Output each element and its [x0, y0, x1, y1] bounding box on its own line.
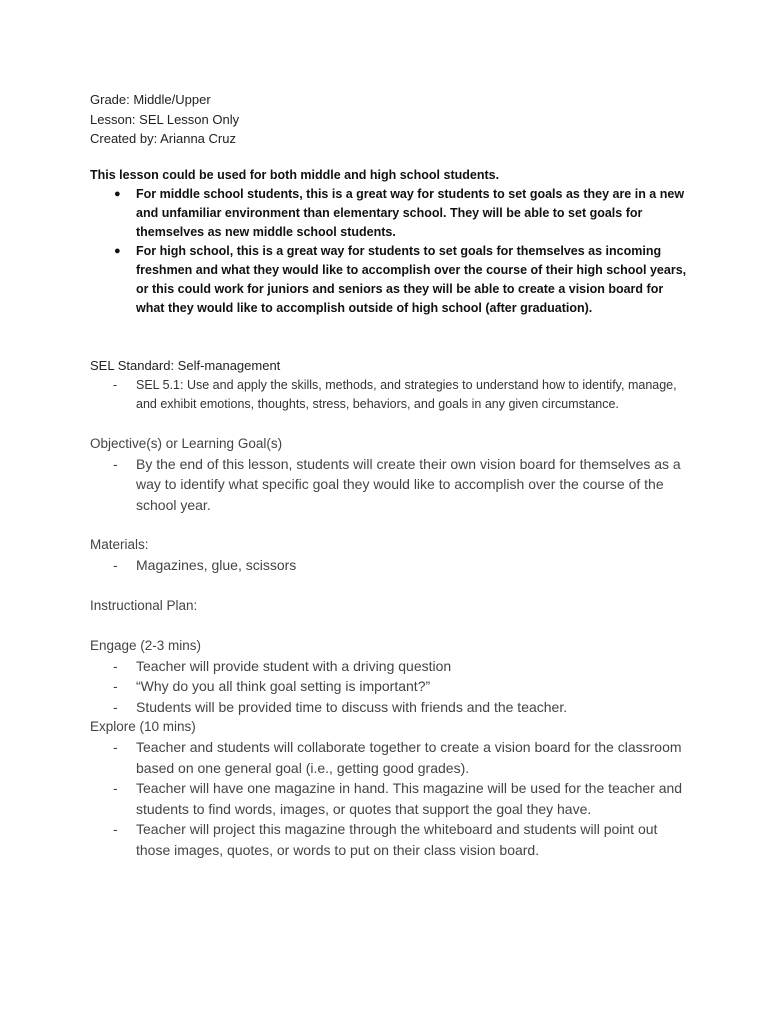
materials-list	[90, 555, 690, 576]
item-text: Teacher will provide student with a driving question	[136, 657, 452, 674]
objective-list	[90, 454, 690, 516]
list-item	[90, 819, 690, 860]
explore-list	[90, 737, 690, 860]
item-text: By the end of this lesson, students will create their own vision board for themselves as a way to identify what specific goal they would like to accomplish over the course of the school year.	[136, 455, 681, 513]
item-text: Teacher will have one magazine in hand. This magazine will be used for the teacher and students to find words, images, or quotes that support the goal they have.	[136, 780, 683, 817]
dash-marker: -	[113, 739, 118, 755]
objective-section	[90, 434, 690, 516]
lesson-header	[90, 90, 690, 149]
list-item	[90, 737, 690, 778]
item-text: Teacher will project this magazine through the whiteboard and students will point out those images, quotes, or words to put on their class vision board.	[136, 821, 658, 858]
engage-title: Engage (2-3 mins)	[90, 637, 202, 653]
standard-section	[90, 356, 690, 414]
item-text: Magazines, glue, scissors	[136, 557, 297, 573]
lesson-line: Lesson: SEL Lesson Only	[90, 111, 240, 127]
list-item	[90, 185, 690, 242]
grade-line: Grade: Middle/Upper	[90, 92, 211, 107]
bullet-text: For middle school students, this is a great way for students to set goals as they are in a new and unfamiliar environment than elementary school. They will be able to set goals for themselves as new middle school students.	[136, 186, 685, 239]
explore-section	[90, 717, 690, 860]
intro-bullet-list	[90, 185, 690, 318]
bullet-text: For high school, this is a great way for students to set goals for themselves as incoming freshmen and what they would like to accomplish over the course of their high school years, or this could work for juniors and seniors as they will be able to create a vision board for what they would like to accomplish outside of high school (after graduation).	[136, 243, 687, 315]
materials-title: Materials:	[90, 537, 149, 552]
bullet-marker: ●	[114, 244, 121, 257]
created-by-line: Created by: Arianna Cruz	[90, 131, 236, 146]
list-item	[90, 778, 690, 819]
item-text: Teacher and students will collaborate together to create a vision board for the classroom based on one general goal (i.e., getting good grades).	[136, 739, 682, 776]
item-text: “Why do you all think goal setting is important?”	[136, 678, 431, 694]
objective-title: Objective(s) or Learning Goal(s)	[90, 435, 283, 451]
plan-section	[90, 596, 690, 616]
list-item	[90, 555, 690, 576]
lesson-document	[90, 90, 690, 860]
dash-marker: -	[113, 455, 118, 472]
materials-section	[90, 535, 690, 576]
dash-marker: -	[113, 377, 118, 392]
bullet-marker: ●	[114, 187, 121, 200]
standard-list	[90, 376, 690, 414]
explore-title: Explore (10 mins)	[90, 719, 196, 734]
engage-section	[90, 636, 690, 718]
engage-list	[90, 656, 690, 718]
list-item	[90, 656, 690, 677]
list-item	[90, 242, 690, 318]
standard-title: SEL Standard: Self-management	[90, 357, 281, 373]
dash-marker: -	[113, 780, 118, 796]
plan-title: Instructional Plan:	[90, 597, 198, 613]
item-text: SEL 5.1: Use and apply the skills, methods, and strategies to understand how to identify, manage, and exhibit emotions, thoughts, stress, behaviors, and goals in any given circumstance.	[136, 377, 677, 411]
list-item	[90, 697, 690, 718]
dash-marker: -	[113, 821, 118, 837]
intro-statement: This lesson could be used for both middle and high school students.	[90, 167, 500, 182]
dash-marker: -	[113, 657, 118, 674]
list-item	[90, 454, 690, 516]
dash-marker: -	[113, 678, 118, 694]
dash-marker: -	[113, 698, 118, 715]
item-text: Students will be provided time to discuss with friends and the teacher.	[136, 698, 568, 715]
list-item	[90, 376, 690, 414]
list-item	[90, 676, 690, 697]
dash-marker: -	[113, 557, 118, 573]
